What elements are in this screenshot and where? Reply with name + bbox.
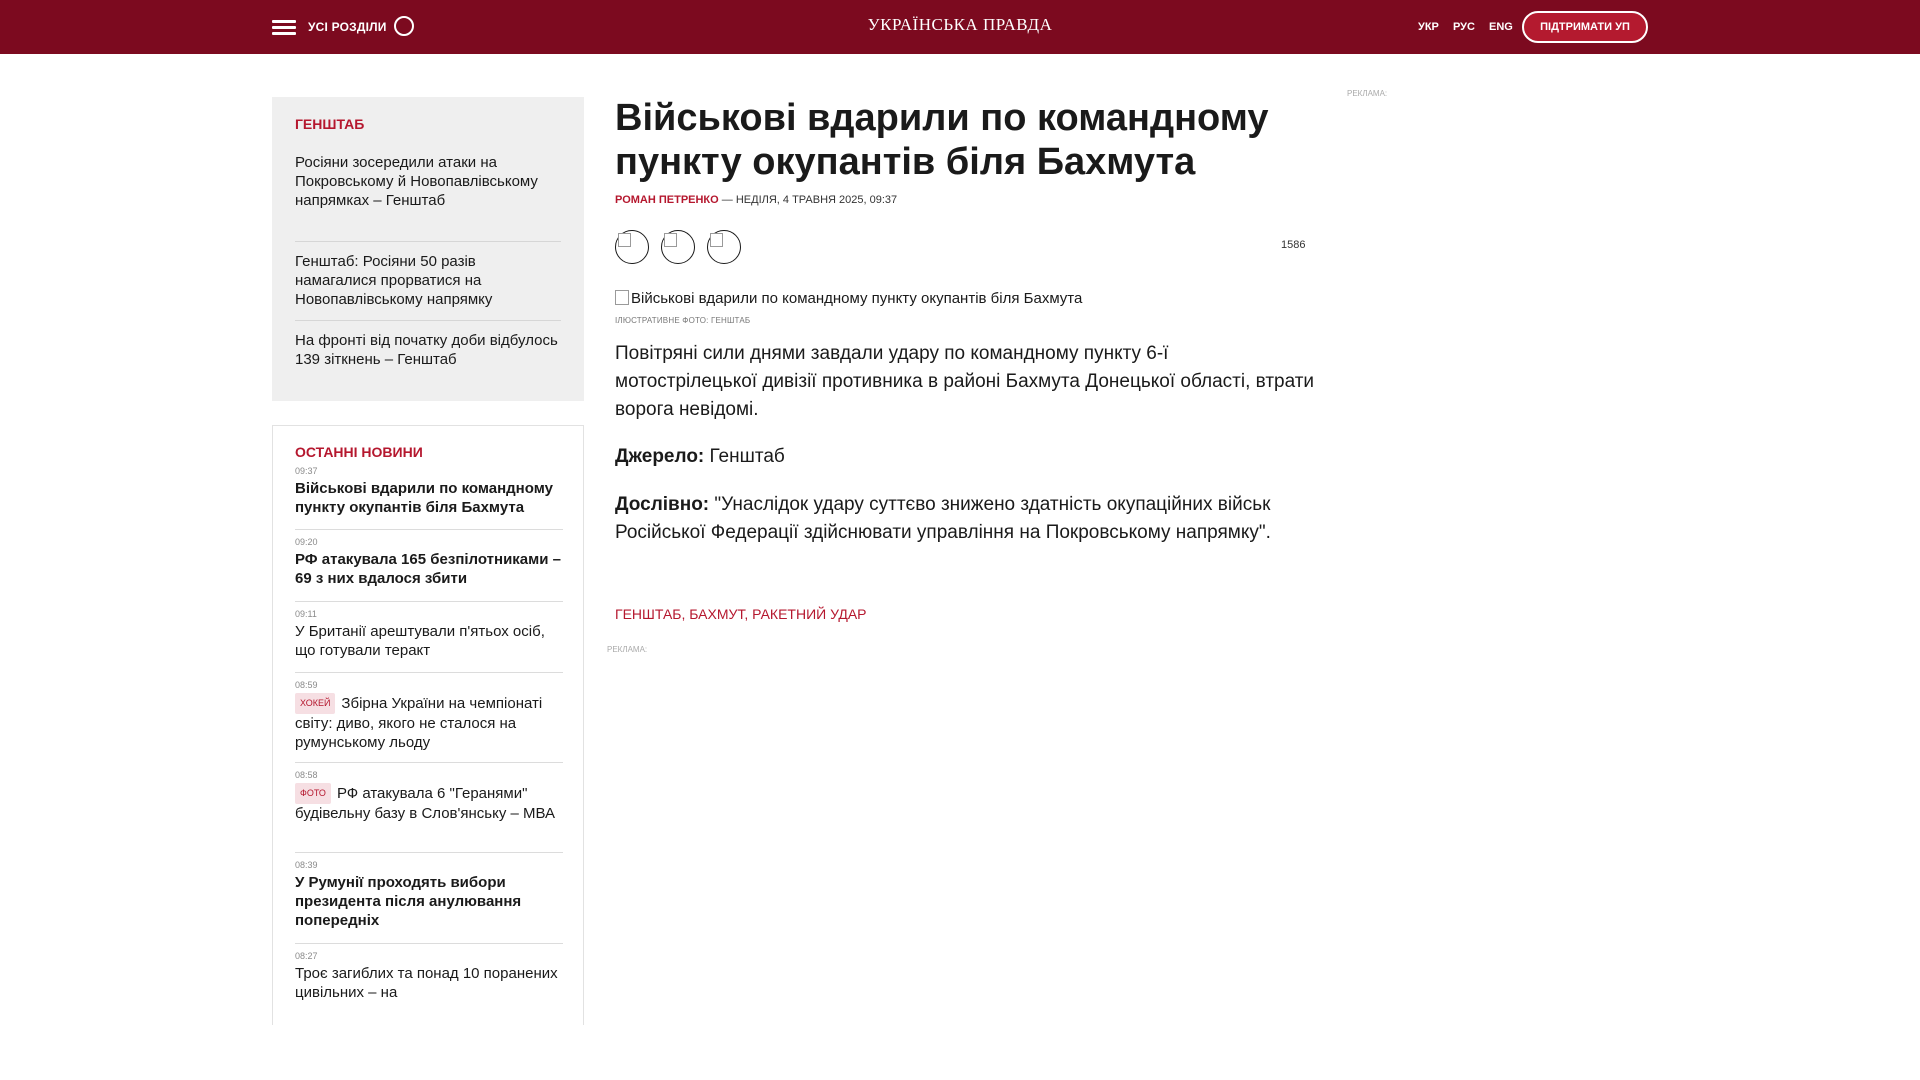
site-logo[interactable]: УКРАЇНСЬКА ПРАВДА [867,15,1053,34]
related-item[interactable]: Росіяни зосередили атаки на Покровському й Новопавлівському напрямках – Генштаб [295,154,538,209]
lang-rus-link[interactable]: РУС [1452,21,1475,33]
language-switcher [1418,21,1524,33]
byline [615,194,897,206]
news-time: 08:27 [295,951,318,961]
tag-link[interactable]: БАХМУТ [689,606,745,622]
news-time: 09:11 [295,609,317,619]
quote-label: Дослівно: [615,494,710,515]
article-source [615,443,1315,471]
byline-dash: — [718,194,736,206]
news-title-with-badge[interactable] [295,783,563,823]
lang-ukr-link[interactable]: УКР [1418,21,1439,33]
divider [295,762,563,763]
divider [295,852,563,853]
lang-eng-link[interactable]: ENG [1489,21,1513,33]
divider [295,943,563,944]
source-label: Джерело: [615,446,705,467]
latest-news-box [272,425,584,1025]
tag-link[interactable]: ГЕНШТАБ [615,606,682,622]
divider [295,529,563,530]
article-quote [615,491,1315,547]
category-badge[interactable]: ФОТО [295,783,331,804]
article-lead: Повітряні сили днями завдали удару по командному пункту 6-ї мотострілецької дивізії противника в районі Бахмута Донецької області, втрати ворога невідомі. [615,343,1315,420]
news-time: 08:59 [295,680,318,690]
news-time: 08:39 [295,860,318,870]
news-title[interactable]: Збірна України на чемпіонаті світу: диво, якого не сталося на румунському льоду [295,695,543,751]
divider [295,672,563,673]
tag-separator: , [681,606,690,622]
related-title[interactable]: ГЕНШТАБ [295,116,365,132]
list-item [295,537,563,588]
category-badge[interactable]: ХОКЕЙ [295,693,335,714]
share-x-icon[interactable] [707,230,741,264]
image-alt-text: Військові вдарили по командному пункту окупантів біля Бахмута [631,290,1083,307]
news-title[interactable]: У Румунії проходять вибори президента після анулювання попередніх [295,874,522,929]
related-item[interactable]: Генштаб: Росіяни 50 разів намагалися прорватися на Новопавлівському напрямку [295,253,493,308]
list-item [295,680,563,752]
source-value: Генштаб [704,446,785,467]
tag-list [615,606,867,622]
view-count: 1586 [1281,239,1306,251]
image-caption: ІЛЮСТРАТИВНЕ ФОТО: ГЕНШТАБ [615,316,751,325]
menu-icon[interactable] [272,20,296,36]
tag-separator: , [744,606,753,622]
news-time: 09:20 [295,537,318,547]
divider [295,601,563,602]
share-facebook-icon[interactable] [615,230,649,264]
list-item [295,860,563,930]
related-news-box [272,97,584,401]
news-title[interactable]: Троє загиблих та понад 10 поранених цивільних – на [295,965,558,1001]
support-button[interactable]: ПІДТРИМАТИ УП [1522,11,1648,43]
quote-value: "Унаслідок удару суттєво знижено здатність окупаційних військ Російської Федерації здійснювати управління на Покровському напрямку". [615,494,1271,543]
ad-label: РЕКЛАМА: [1347,89,1388,98]
site-header [0,0,1920,54]
news-title-with-badge[interactable] [295,693,563,752]
related-item[interactable]: На фронті від початку доби відбулось 139 зіткнень – Генштаб [295,332,558,368]
divider [295,241,561,242]
list-item [295,951,563,1002]
list-item [295,609,563,660]
list-item [295,466,563,517]
news-title[interactable]: У Британії арештували п'ятьох осіб, що готували теракт [295,623,545,659]
author-link[interactable]: РОМАН ПЕТРЕНКО [615,194,719,206]
list-item [295,770,563,823]
broken-image-icon [615,290,629,305]
news-time: 08:58 [295,770,318,780]
all-sections-link[interactable]: УСІ РОЗДІЛИ [308,20,387,34]
share-telegram-icon[interactable] [661,230,695,264]
latest-news-title[interactable]: ОСТАННІ НОВИНИ [295,444,423,460]
divider [295,320,561,321]
news-title[interactable]: РФ атакувала 165 безпілотниками – 69 з них вдалося збити [295,551,561,587]
article-image [615,290,1082,307]
ad-label: РЕКЛАМА: [607,645,648,654]
news-title[interactable]: Військові вдарили по командному пункту окупантів біля Бахмута [295,480,553,516]
tag-link[interactable]: РАКЕТНИЙ УДАР [752,606,867,622]
news-title[interactable]: РФ атакувала 6 "Геранями" будівельну базу в Слов'янську – МВА [295,785,556,822]
news-time: 09:37 [295,466,318,476]
publish-date: НЕДІЛЯ, 4 ТРАВНЯ 2025, 09:37 [735,194,898,206]
search-icon[interactable] [394,16,414,36]
article-title: Військові вдарили по командному пункту окупантів біля Бахмута [615,97,1269,183]
